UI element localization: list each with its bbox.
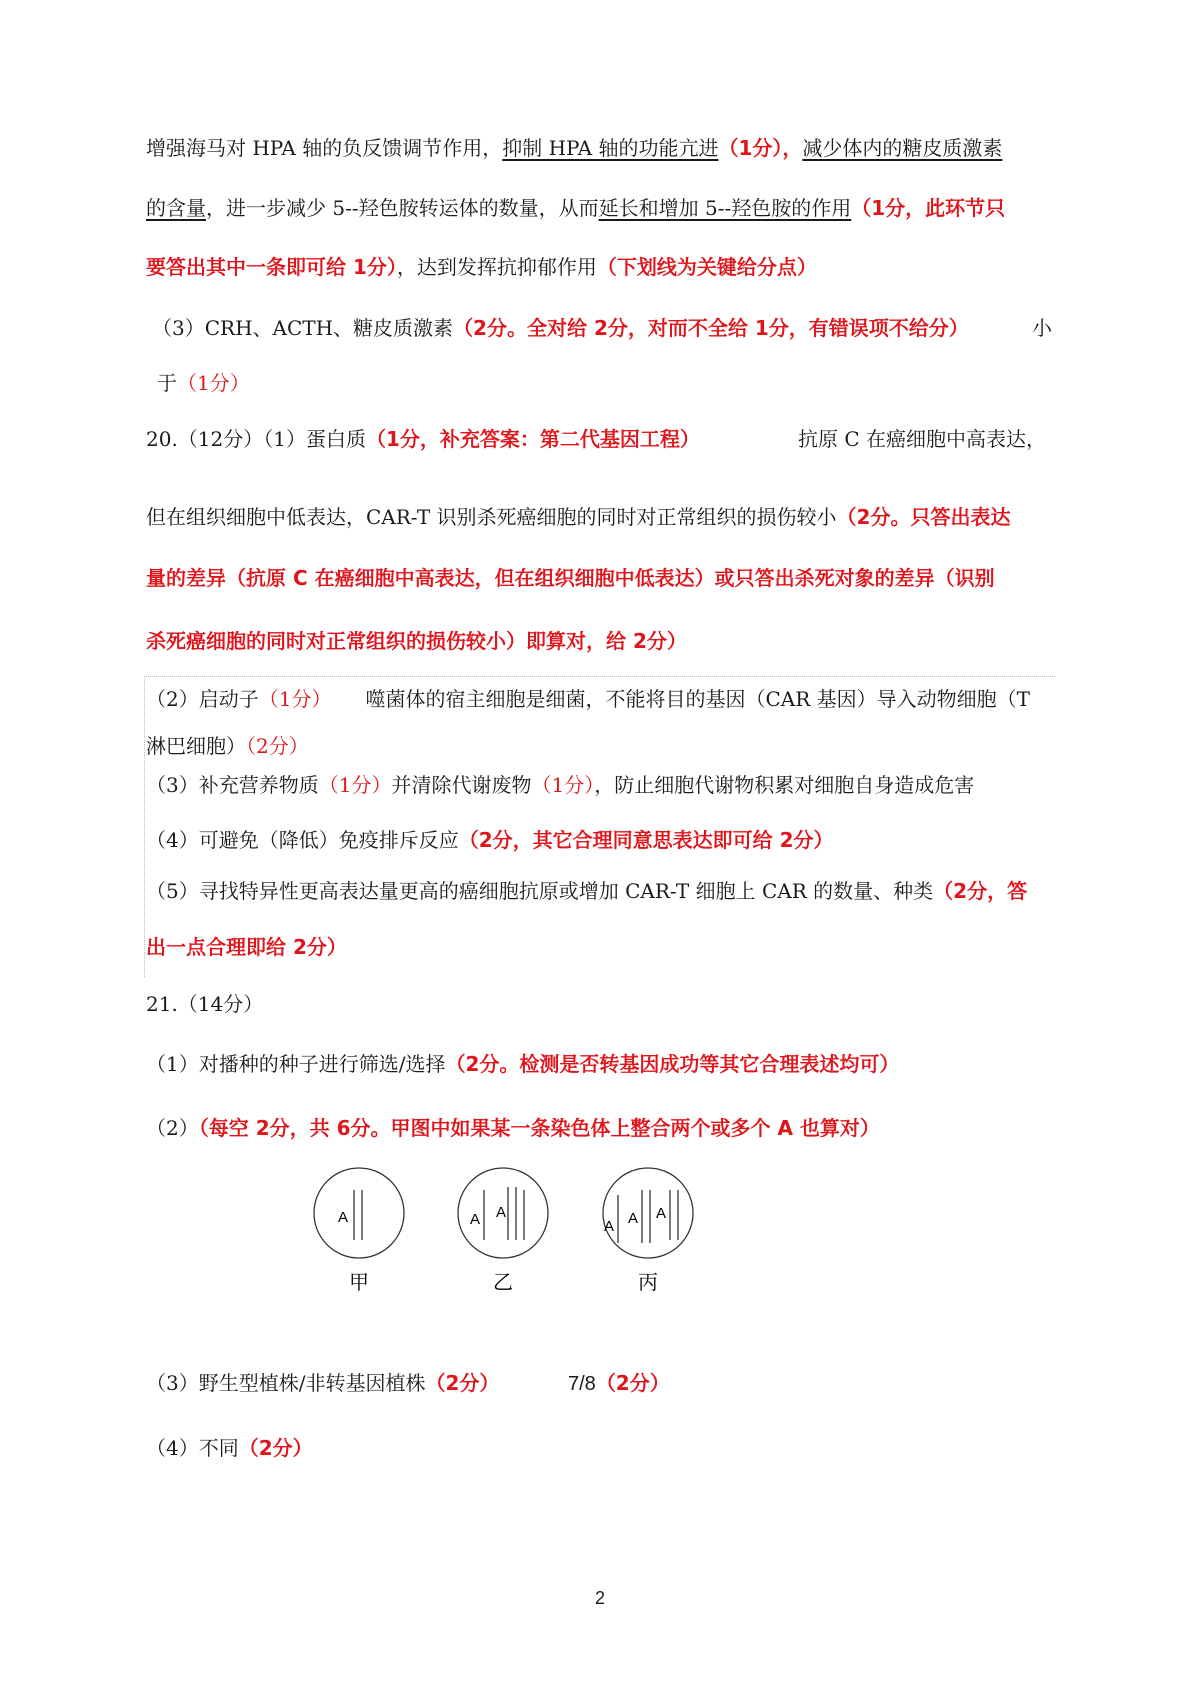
score-note: （1分，补充答案：第二代基因工程）: [365, 427, 700, 451]
text-segment: ，进一步减少 5--羟色胺转运体的数量，从而: [206, 196, 599, 220]
q21-part2-line: [146, 1113, 880, 1143]
q19-part3-line-2: [157, 368, 250, 398]
text-segment: （3）补充营养物质: [146, 773, 319, 797]
score-note: （1分）: [177, 371, 250, 395]
text-segment: 但在组织细胞中低表达，CAR-T 识别杀死癌细胞的同时对正常组织的损伤较小: [146, 505, 837, 529]
text-segment: 淋巴细胞）: [146, 734, 246, 758]
score-note: （1分），: [718, 136, 803, 160]
q21-part3-line: [146, 1368, 499, 1398]
gene-label-a: A: [496, 1204, 507, 1221]
figure-label-yi: 乙: [493, 1272, 513, 1294]
score-note: （2分）: [595, 1371, 670, 1395]
score-note: （2分）: [425, 1371, 500, 1395]
q21-part1-line: [146, 1049, 899, 1079]
gene-label-a: A: [338, 1209, 349, 1226]
gene-label-a: A: [604, 1218, 615, 1235]
cell-jia: [314, 1168, 404, 1294]
score-note: （2分，其它合理同意思表达即可给 2分）: [458, 828, 834, 852]
gene-label-a: A: [628, 1210, 639, 1227]
cell-bing: [603, 1168, 693, 1294]
text-segment: （5）寻找特异性更高表达量更高的癌细胞抗原或增加 CAR-T 细胞上 CAR 的数量、种类: [146, 879, 934, 903]
text-segment: 增强海马对 HPA 轴的负反馈调节作用，: [146, 136, 503, 160]
text-segment: （2）: [146, 1116, 199, 1140]
q20-line-4: 杀死癌细胞的同时对正常组织的损伤较小）即算对，给 2分）: [146, 629, 687, 653]
q21-heading: 21.（14分）: [146, 992, 264, 1016]
score-note: （下划线为关键给分点）: [596, 255, 817, 279]
text-segment: 7/8: [568, 1373, 596, 1395]
q20-line-1-answer: [798, 424, 1046, 454]
score-note: （2分）: [238, 1436, 313, 1460]
underlined-key-point: 减少体内的糖皮质激素: [802, 136, 1003, 160]
q19-part3-line: [152, 313, 969, 343]
answer-line-1: [146, 133, 1002, 163]
underlined-key-point: 的含量: [146, 196, 206, 220]
answer-line-3: [146, 252, 817, 282]
text-segment: ，达到发挥抗抑郁作用: [396, 255, 597, 279]
text-segment: （1）对播种的种子进行筛选/选择: [146, 1052, 446, 1076]
score-note: （1分）: [318, 773, 392, 797]
text-segment: 于: [157, 371, 177, 395]
q19-part3-answer-char: [1032, 313, 1052, 343]
q20-part5-line-1: [146, 876, 1027, 906]
q20-part2-line-2: [146, 731, 309, 761]
score-note: 要答出其中一条即可给 1分）: [146, 255, 397, 279]
underlined-key-point: 抑制 HPA 轴的功能亢进: [502, 136, 719, 160]
text-segment: （3）野生型植株/非转基因植株: [146, 1371, 426, 1395]
text-segment: （4）不同: [146, 1436, 239, 1460]
text-segment: 抗原 C 在癌细胞中高表达，: [798, 427, 1047, 451]
score-note: （2分，答: [933, 879, 1028, 903]
q20-line-2: [146, 502, 1010, 532]
q20-part3-line: [146, 770, 974, 800]
text-segment: 噬菌体的宿主细胞是细菌，不能将目的基因（CAR 基因）导入动物细胞（T: [365, 687, 1030, 711]
figure-label-jia: 甲: [349, 1272, 369, 1294]
score-note: （1分）: [258, 687, 332, 711]
q20-part4-line: [146, 825, 834, 855]
score-note: （2分）: [246, 734, 309, 758]
text-segment: 并清除代谢废物: [391, 773, 532, 797]
score-note: （1分，此环节只: [851, 196, 1006, 220]
text-segment: ，防止细胞代谢物积累对细胞自身造成危害: [594, 773, 975, 797]
score-note: （2分。检测是否转基因成功等其它合理表述均可）: [445, 1052, 900, 1076]
q20-line-3: 量的差异（抗原 C 在癌细胞中高表达，但在组织细胞中低表达）或只答出杀死对象的差异（识别: [146, 566, 995, 590]
score-note: （2分。只答出表达: [836, 505, 1011, 529]
page-number: 2: [594, 1588, 605, 1608]
q21-part3-answer: [568, 1368, 670, 1399]
figure-label-bing: 丙: [638, 1272, 658, 1294]
underlined-key-point: 延长和增加 5--羟色胺的作用: [598, 196, 852, 220]
chromosome-figure: [0, 1165, 1200, 1305]
q20-part2-line-1: [146, 684, 1030, 714]
cell-yi: [458, 1168, 548, 1294]
gene-label-a: A: [656, 1205, 667, 1222]
q21-part4-line: [146, 1433, 313, 1463]
score-note: （1分）: [531, 773, 595, 797]
gene-label-a: A: [470, 1211, 481, 1228]
text-segment: （2）启动子: [146, 687, 259, 711]
q20-part5-line-2: 出一点合理即给 2分）: [146, 935, 347, 959]
text-segment: （3）CRH、ACTH、糖皮质激素: [152, 316, 454, 340]
q20-line-1: [146, 424, 700, 454]
score-note: （每空 2分，共 6分。甲图中如果某一条染色体上整合两个或多个 A 也算对）: [198, 1116, 880, 1140]
text-segment: 20.（12分）（1）蛋白质: [146, 427, 366, 451]
text-segment: （4）可避免（降低）免疫排斥反应: [146, 828, 459, 852]
answer-line-2: [146, 193, 1005, 223]
score-note: （2分。全对给 2分，对而不全给 1分，有错误项不给分）: [453, 316, 969, 340]
text-segment: 小: [1032, 316, 1052, 340]
